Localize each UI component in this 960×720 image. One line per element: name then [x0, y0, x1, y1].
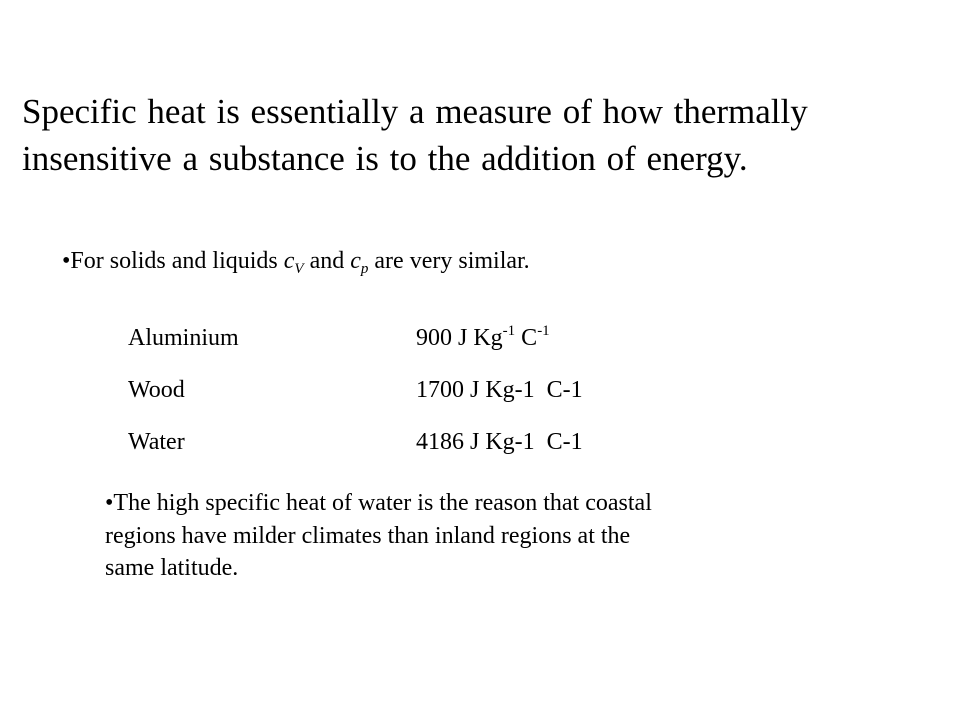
bullet-solids-liquids	[62, 245, 530, 277]
value-text: 900 J Kg	[416, 325, 503, 351]
value-text: C	[515, 325, 538, 351]
bullet-marker: •	[105, 490, 114, 516]
bullet-line-2: regions have milder climates than inland regions at the	[105, 522, 631, 549]
value-exponent: -1	[537, 323, 550, 339]
bullet-line-1	[105, 487, 865, 520]
heading-line-2: insensitive a substance is to the addition of energy.	[22, 139, 748, 178]
bullet-coastal-climates	[105, 487, 865, 585]
bullet-text: The high specific heat of water is the reason that coastal	[113, 490, 652, 516]
cv-symbol: c	[283, 248, 295, 274]
material-value: 1700 J Kg-1 C-1	[416, 377, 583, 403]
material-name: Aluminium	[128, 325, 239, 351]
bullet-text-suffix: are very similar.	[368, 248, 530, 274]
slide-heading	[22, 88, 922, 182]
material-value: 4186 J Kg-1 C-1	[416, 429, 583, 455]
material-name: Wood	[128, 377, 185, 403]
material-name: Water	[128, 429, 185, 455]
cp-symbol: c	[350, 248, 361, 274]
bullet-marker: •	[62, 248, 71, 274]
bullet-text-prefix: For solids and liquids	[70, 248, 284, 274]
heading-line-1: Specific heat is essentially a measure of how thermally	[22, 92, 808, 131]
value-exponent: -1	[502, 323, 516, 339]
bullet-text-middle: and	[303, 248, 351, 274]
material-value	[416, 325, 550, 352]
cp-subscript: p	[360, 261, 369, 277]
cv-subscript: V	[294, 261, 304, 277]
bullet-line-3: same latitude.	[105, 555, 239, 581]
